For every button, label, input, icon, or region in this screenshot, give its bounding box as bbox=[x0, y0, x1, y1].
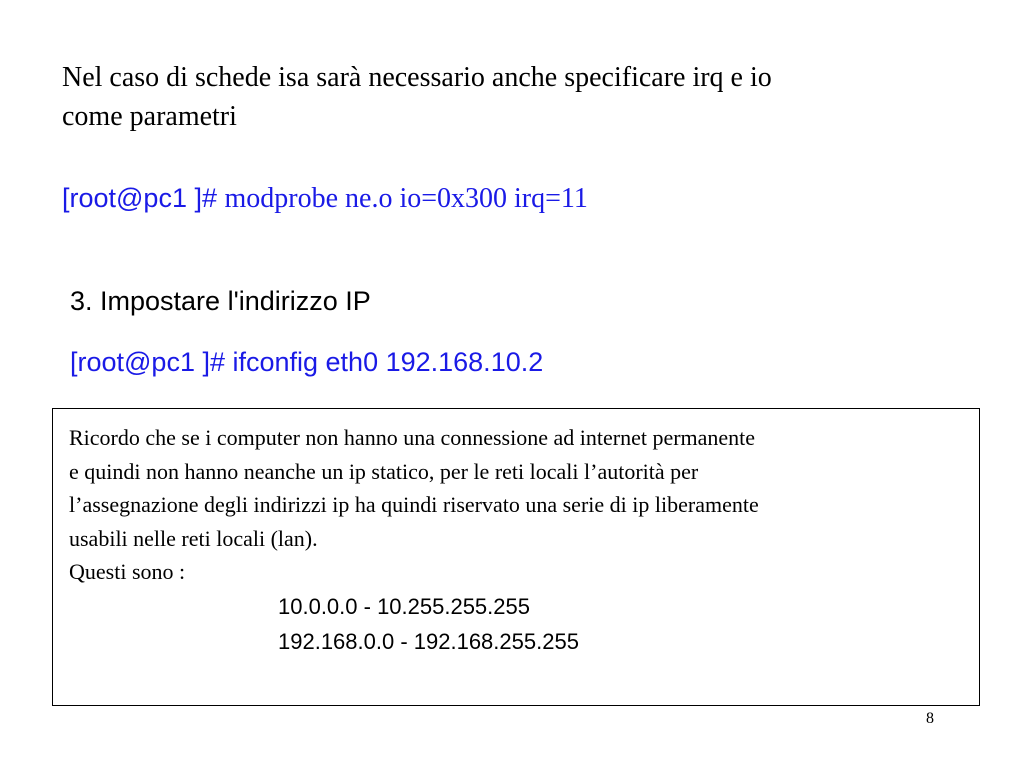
intro-line-1: Nel caso di schede isa sarà necessario anche specificare irq e io bbox=[62, 62, 772, 93]
modprobe-command-text: modprobe ne.o io=0x300 irq=11 bbox=[224, 183, 588, 214]
note-text bbox=[69, 421, 969, 589]
note-line: l’assegnazione degli indirizzi ip ha quindi riservato una serie di ip liberamente bbox=[69, 492, 759, 517]
ifconfig-command: [root@pc1 ]# ifconfig eth0 192.168.10.2 bbox=[70, 347, 544, 377]
page-number: 8 bbox=[926, 710, 934, 727]
ip-ranges bbox=[278, 589, 579, 659]
note-box bbox=[52, 408, 980, 706]
ip-range-2: 192.168.0.0 - 192.168.255.255 bbox=[278, 629, 579, 654]
note-line: Ricordo che se i computer non hanno una connessione ad internet permanente bbox=[69, 425, 756, 450]
modprobe-command bbox=[62, 183, 588, 215]
ip-range-1: 10.0.0.0 - 10.255.255.255 bbox=[278, 594, 530, 619]
shell-prompt: [root@pc1 ]# bbox=[62, 183, 225, 213]
note-line: e quindi non hanno neanche un ip statico, per le reti locali l’autorità per bbox=[69, 458, 699, 484]
note-line: Questi sono : bbox=[69, 559, 186, 584]
intro-line-2: come parametri bbox=[62, 101, 237, 132]
note-line: usabili nelle reti locali (lan). bbox=[69, 525, 318, 551]
intro-paragraph bbox=[62, 58, 962, 136]
step-3-heading: 3. Impostare l'indirizzo IP bbox=[70, 286, 371, 316]
